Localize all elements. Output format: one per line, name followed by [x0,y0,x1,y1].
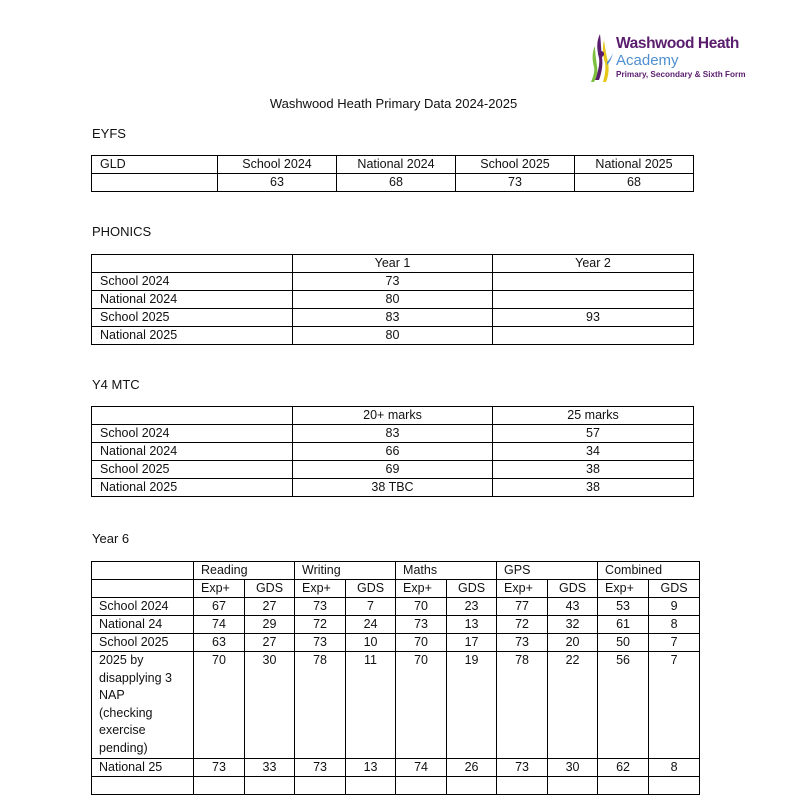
table-cell: 66 [293,443,493,461]
table-cell [493,327,694,345]
table-cell: 7 [649,634,700,652]
group-header-combined: Combined [598,562,700,580]
table-cell: 38 [493,479,694,497]
table-cell: 7 [346,598,396,616]
table-cell: 68 [575,174,694,192]
subheader-gds: GDS [447,580,497,598]
table-cell: 8 [649,759,700,777]
row-label [92,652,194,759]
table-cell: 27 [245,634,295,652]
table-subheader-row [92,580,700,598]
table-row [92,443,694,461]
academy-logo [588,32,758,86]
table-cell: 72 [295,616,346,634]
page-title: Washwood Heath Primary Data 2024-2025 [269,96,518,111]
table-cell: 33 [245,759,295,777]
subheader-gds: GDS [548,580,598,598]
subheader-exp: Exp+ [396,580,447,598]
table-header-cell: School 2025 [456,156,575,174]
table-cell [649,777,700,795]
table-cell [346,777,396,795]
subheader-gds: GDS [346,580,396,598]
table-header-cell: 25 marks [493,407,694,425]
row-label: School 2024 [92,273,293,291]
table-cell: 78 [497,652,548,759]
table-cell: 69 [293,461,493,479]
table-cell: 61 [598,616,649,634]
table-cell: 62 [598,759,649,777]
table-cell: 7 [649,652,700,759]
table-header-cell: National 2024 [337,156,456,174]
table-cell: 70 [396,652,447,759]
table-cell: 77 [497,598,548,616]
table-cell: 73 [497,634,548,652]
table-cell: 74 [396,759,447,777]
table-row [92,634,700,652]
table-cell: 9 [649,598,700,616]
table-cell: 27 [245,598,295,616]
logo-academy: Academy [616,51,679,69]
group-header-gps: GPS [497,562,598,580]
table-header-cell: National 2025 [575,156,694,174]
table-cell: 53 [598,598,649,616]
logo-name: Washwood Heath [616,35,739,52]
table-row [92,327,694,345]
table-header-cell [92,562,194,580]
table-header-cell: 20+ marks [293,407,493,425]
table-cell: 73 [295,759,346,777]
table-cell: 17 [447,634,497,652]
year6-table [91,561,700,795]
phonics-table [91,254,694,345]
table-cell: 73 [295,634,346,652]
table-cell [194,777,245,795]
row-label: School 2025 [92,309,293,327]
table-cell: 73 [396,616,447,634]
subheader-exp: Exp+ [295,580,346,598]
table-cell: 80 [293,327,493,345]
table-cell: 38 TBC [293,479,493,497]
table-cell: 22 [548,652,598,759]
row-label: National 25 [92,759,194,777]
group-header-reading: Reading [194,562,295,580]
subheader-exp: Exp+ [598,580,649,598]
table-header-cell [92,255,293,273]
table-row [92,461,694,479]
table-cell: 50 [598,634,649,652]
table-cell: 73 [456,174,575,192]
table-cell: 83 [293,309,493,327]
subheader-exp: Exp+ [497,580,548,598]
table-cell: 73 [194,759,245,777]
table-group-header-row [92,562,700,580]
table-cell: 68 [337,174,456,192]
table-cell: 73 [295,598,346,616]
table-cell: 80 [293,291,493,309]
table-cell: 63 [218,174,337,192]
table-cell [598,777,649,795]
group-header-maths: Maths [396,562,497,580]
table-cell: 23 [447,598,497,616]
table-cell: 11 [346,652,396,759]
row-label: School 2025 [92,461,293,479]
row-label: School 2024 [92,598,194,616]
table-cell: 70 [194,652,245,759]
row-label: National 2025 [92,479,293,497]
table-cell [396,777,447,795]
table-cell: 8 [649,616,700,634]
group-header-writing: Writing [295,562,396,580]
table-cell: 30 [245,652,295,759]
row-label: School 2024 [92,425,293,443]
table-header-cell [92,407,293,425]
table-cell: 10 [346,634,396,652]
year6-heading: Year 6 [92,531,130,546]
table-cell: 70 [396,634,447,652]
table-row [92,479,694,497]
table-cell [245,777,295,795]
row-label-text: 2025 by disapplying 3 NAP (checking exercise pending) [99,653,172,755]
table-row [92,425,694,443]
mtc-heading: Y4 MTC [92,377,140,392]
eyfs-table [91,155,694,192]
row-label: School 2025 [92,634,194,652]
table-cell [447,777,497,795]
table-header-row [92,156,694,174]
table-row [92,759,700,777]
table-cell [497,777,548,795]
table-cell: 13 [447,616,497,634]
table-cell: 19 [447,652,497,759]
table-row [92,598,700,616]
table-cell: 20 [548,634,598,652]
table-header-cell [92,580,194,598]
row-label: National 24 [92,616,194,634]
table-cell: 83 [293,425,493,443]
table-row [92,273,694,291]
table-header-row [92,407,694,425]
row-label: National 2025 [92,327,293,345]
table-cell: 74 [194,616,245,634]
table-cell: 57 [493,425,694,443]
table-header-cell: Year 1 [293,255,493,273]
table-header-cell: GLD [92,156,218,174]
table-row [92,652,700,759]
table-cell: 26 [447,759,497,777]
eyfs-heading: EYFS [92,126,126,141]
table-cell: 78 [295,652,346,759]
row-label: National 2024 [92,291,293,309]
table-cell: 72 [497,616,548,634]
table-row [92,616,700,634]
table-header-row [92,255,694,273]
row-label: National 2024 [92,443,293,461]
table-cell: 70 [396,598,447,616]
table-row [92,309,694,327]
table-cell: 73 [293,273,493,291]
table-row [92,174,694,192]
table-header-cell: School 2024 [218,156,337,174]
subheader-gds: GDS [245,580,295,598]
subheader-gds: GDS [649,580,700,598]
table-row-empty [92,777,700,795]
table-header-cell: Year 2 [493,255,694,273]
table-cell: 13 [346,759,396,777]
subheader-exp: Exp+ [194,580,245,598]
table-cell: 63 [194,634,245,652]
table-cell [92,777,194,795]
logo-tagline: Primary, Secondary & Sixth Form [616,69,746,79]
table-cell [493,291,694,309]
table-cell: 24 [346,616,396,634]
table-cell: 29 [245,616,295,634]
table-cell: 34 [493,443,694,461]
table-cell: 38 [493,461,694,479]
phonics-heading: PHONICS [92,224,152,239]
table-cell: 30 [548,759,598,777]
mtc-table [91,406,694,497]
table-row [92,291,694,309]
table-cell [92,174,218,192]
table-cell [548,777,598,795]
table-cell [295,777,346,795]
table-cell: 56 [598,652,649,759]
table-cell: 43 [548,598,598,616]
table-cell: 93 [493,309,694,327]
table-cell: 32 [548,616,598,634]
table-cell: 67 [194,598,245,616]
table-cell [493,273,694,291]
academy-logo-mark [588,32,614,84]
table-cell: 73 [497,759,548,777]
